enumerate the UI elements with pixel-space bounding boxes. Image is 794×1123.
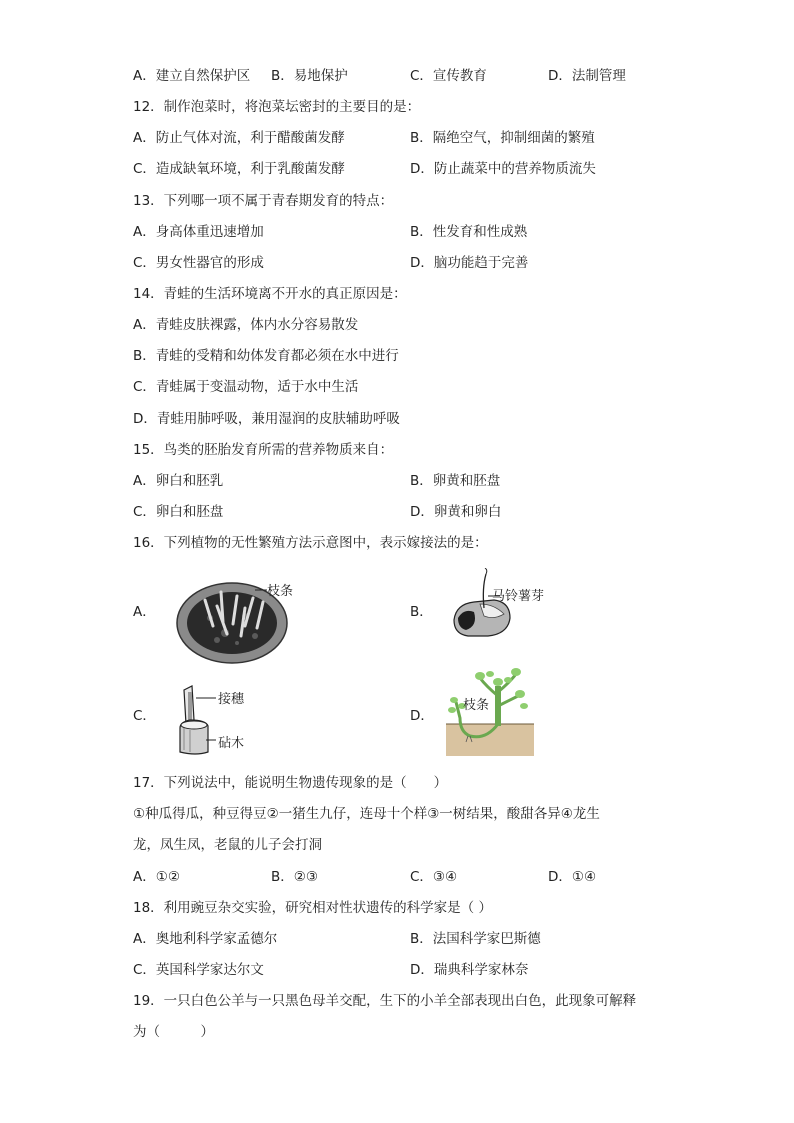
q11-option-d: D．法制管理 bbox=[548, 68, 626, 84]
q12-option-c: C．造成缺氧环境，利于乳酸菌发酵 bbox=[133, 161, 345, 177]
q14-option-a: A．青蛙皮肤裸露，体内水分容易散发 bbox=[133, 317, 359, 333]
fig-a-label: 枝条 bbox=[267, 584, 294, 599]
q13-stem: 13．下列哪一项不属于青春期发育的特点： bbox=[133, 193, 394, 209]
q12-option-a: A．防止气体对流，利于醋酸菌发酵 bbox=[133, 130, 345, 146]
q18-option-a: A．奥地利科学家孟德尔 bbox=[133, 931, 278, 947]
q19-stem-line1: 19．一只白色公羊与一只黑色母羊交配，生下的小羊全部表现出白色，此现象可解释 bbox=[133, 993, 637, 1009]
q19-stem-line2: 为（ ） bbox=[133, 1024, 214, 1040]
cutting-pot-figure bbox=[175, 578, 325, 668]
q18-option-d: D．瑞典科学家林奈 bbox=[410, 962, 529, 978]
q13-option-d: D．脑功能趋于完善 bbox=[410, 255, 529, 271]
q12-option-b: B．隔绝空气，抑制细菌的繁殖 bbox=[410, 130, 595, 146]
q17-items-line2: 龙，凤生凤，老鼠的儿子会打洞 bbox=[133, 837, 322, 853]
q14-option-b: B．青蛙的受精和幼体发育都必须在水中进行 bbox=[133, 348, 399, 364]
q15-option-a: A．卵白和胚乳 bbox=[133, 473, 224, 489]
q16-stem: 16．下列植物的无性繁殖方法示意图中，表示嫁接法的是： bbox=[133, 535, 488, 551]
q11-option-b: B．易地保护 bbox=[271, 68, 348, 84]
q15-option-c: C．卵白和胚盘 bbox=[133, 504, 224, 520]
fig-d-label: 枝条 bbox=[463, 698, 490, 713]
q14-option-d: D．青蛙用肺呼吸，兼用湿润的皮肤辅助呼吸 bbox=[133, 411, 400, 427]
q17-option-c: C．③④ bbox=[410, 869, 458, 885]
q16-option-d-letter: D． bbox=[410, 708, 434, 724]
potato-sprout-figure bbox=[448, 568, 538, 648]
layering-figure bbox=[446, 666, 536, 758]
q16-option-a-letter: A． bbox=[133, 604, 156, 620]
fig-c-rootstock-label: 砧木 bbox=[218, 736, 245, 751]
q11-option-a: A．建立自然保护区 bbox=[133, 68, 251, 84]
q14-option-c: C．青蛙属于变温动物，适于水中生活 bbox=[133, 379, 359, 395]
q16-option-b-letter: B． bbox=[410, 604, 433, 620]
q18-option-c: C．英国科学家达尔文 bbox=[133, 962, 264, 978]
q13-option-c: C．男女性器官的形成 bbox=[133, 255, 264, 271]
q17-stem: 17．下列说法中，能说明生物遗传现象的是（ ） bbox=[133, 775, 448, 791]
q16-option-c-letter: C． bbox=[133, 708, 156, 724]
q18-stem: 18．利用豌豆杂交实验，研究相对性状遗传的科学家是（ ） bbox=[133, 900, 492, 916]
fig-b-label: 马铃薯芽 bbox=[492, 589, 545, 604]
q15-option-b: B．卵黄和胚盘 bbox=[410, 473, 501, 489]
q18-option-b: B．法国科学家巴斯德 bbox=[410, 931, 541, 947]
q17-items-line1: ①种瓜得瓜，种豆得豆②一猪生九仔，连母十个样③一树结果，酸甜各异④龙生 bbox=[133, 806, 600, 822]
q11-option-c: C．宣传教育 bbox=[410, 68, 487, 84]
q12-option-d: D．防止蔬菜中的营养物质流失 bbox=[410, 161, 596, 177]
q15-option-d: D．卵黄和卵白 bbox=[410, 504, 502, 520]
q13-option-b: B．性发育和性成熟 bbox=[410, 224, 528, 240]
q14-stem: 14．青蛙的生活环境离不开水的真正原因是： bbox=[133, 286, 407, 302]
q17-option-d: D．①④ bbox=[548, 869, 597, 885]
q17-option-b: B．②③ bbox=[271, 869, 318, 885]
q12-stem: 12．制作泡菜时，将泡菜坛密封的主要目的是： bbox=[133, 99, 421, 115]
q15-stem: 15．鸟类的胚胎发育所需的营养物质来自： bbox=[133, 442, 394, 458]
q13-option-a: A．身高体重迅速增加 bbox=[133, 224, 264, 240]
q17-option-a: A．①② bbox=[133, 869, 180, 885]
fig-c-scion-label: 接穗 bbox=[218, 692, 245, 707]
